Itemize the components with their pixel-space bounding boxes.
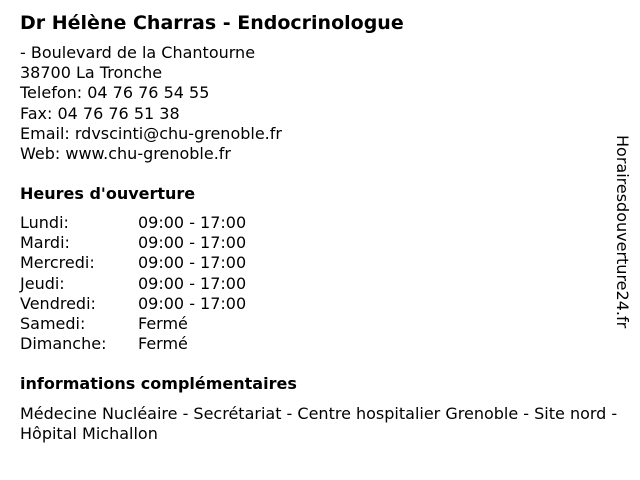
fax-number: Fax: 04 76 76 51 38 [20, 103, 180, 123]
hours-value: 09:00 - 17:00 [138, 233, 247, 253]
hours-value: 09:00 - 17:00 [138, 293, 247, 313]
hours-value: 09:00 - 17:00 [138, 253, 247, 273]
day-label: Mercredi: [20, 253, 95, 273]
day-label: Lundi: [20, 213, 69, 232]
hours-row-tuesday [20, 233, 246, 253]
page-title: Dr Hélène Charras - Endocrinologue [20, 12, 404, 34]
hours-row-saturday [20, 314, 246, 334]
hours-value: Fermé [138, 334, 188, 354]
day-label: Jeudi: [20, 273, 65, 293]
street-address: - Boulevard de la Chantourne [20, 43, 256, 62]
day-label: Samedi: [20, 314, 86, 334]
hours-value: 09:00 - 17:00 [138, 213, 247, 232]
hours-value: Fermé [138, 314, 188, 334]
address-block [20, 43, 282, 164]
info-text: Médecine Nucléaire - Secrétariat - Centre hospitalier Grenoble - Site nord - Hôpital Michallon [20, 404, 618, 444]
website: Web: www.chu-grenoble.fr [20, 144, 231, 164]
day-label: Mardi: [20, 233, 70, 253]
hours-row-thursday [20, 274, 246, 294]
city: 38700 La Tronche [20, 63, 163, 83]
hours-row-friday [20, 294, 246, 314]
hours-row-sunday [20, 334, 246, 354]
day-label: Dimanche: [20, 334, 107, 354]
hours-heading: Heures d'ouverture [20, 184, 196, 203]
hours-row-wednesday [20, 253, 246, 273]
hours-row-monday [20, 213, 246, 233]
phone-number: Telefon: 04 76 76 54 55 [20, 83, 210, 103]
day-label: Vendredi: [20, 293, 96, 313]
site-watermark: Horairesdouverture24.fr [613, 135, 632, 329]
hours-table [20, 213, 246, 354]
hours-value: 09:00 - 17:00 [138, 273, 247, 293]
info-heading: informations complémentaires [20, 374, 297, 393]
email-address: Email: rdvscinti@chu-grenoble.fr [20, 123, 282, 143]
